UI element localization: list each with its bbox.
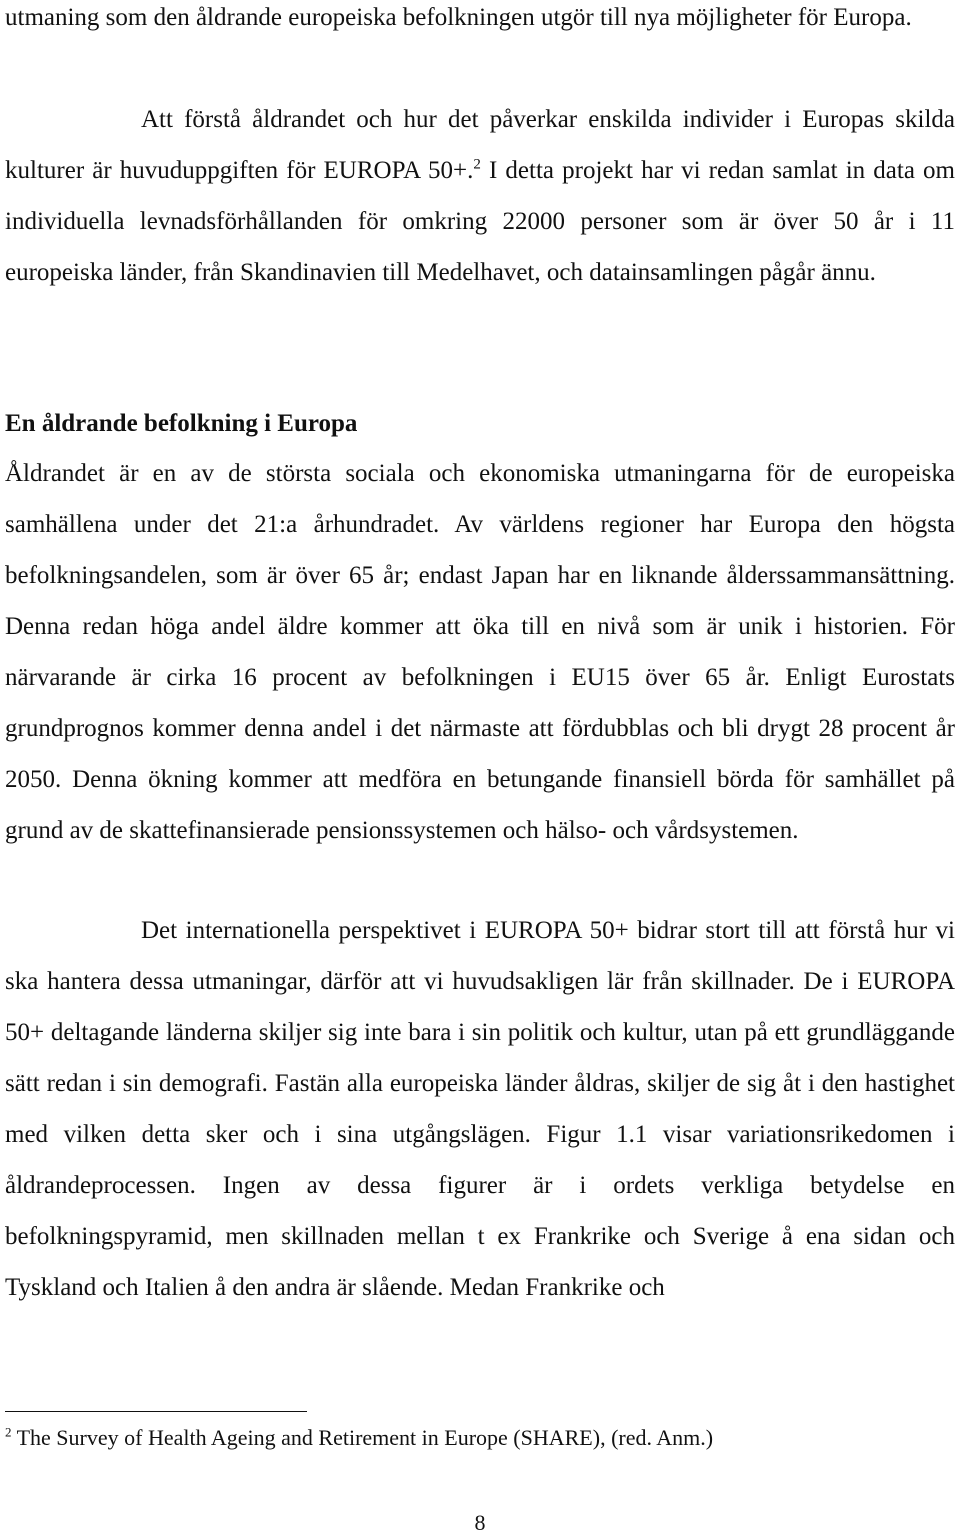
page-number: 8 <box>474 1510 486 1535</box>
footnote <box>5 1418 955 1458</box>
footnote-reference: 2 <box>473 156 481 173</box>
paragraph-intro <box>5 0 955 43</box>
footnote-marker: 2 <box>5 1424 12 1440</box>
footnote-divider <box>5 1411 307 1412</box>
footnote-text: The Survey of Health Ageing and Retirement in Europe (SHARE), (red. Anm.) <box>11 1425 714 1450</box>
paragraph-project-text-b: I detta projekt har vi redan samlat in data om individuella levnadsförhållanden för omkring 22000 personer som är över 50 år i 11 europeiska länder, från Skandinavien till Medelhavet, och datainsamlingen pågår ännu. <box>5 157 955 286</box>
paragraph-project <box>5 94 955 298</box>
paragraph-project-text-a: Att förstå åldrandet och hur det påverkar enskilda individer i Europas skilda kulturer är huvuduppgiften för EUROPA 50+. <box>5 106 955 184</box>
section-heading: En åldrande befolkning i Europa <box>5 410 358 437</box>
paragraph-intro-text: utmaning som den åldrande europeiska befolkningen utgör till nya möjligheter för Europa. <box>5 4 912 31</box>
paragraph-ageing: Åldrandet är en av de största sociala och ekonomiska utmaningarna för de europeiska samhällena under det 21:a århundradet. Av världens regioner har Europa den högsta befolkningsandelen, som är över 65 år; endast Japan har en liknande ålderssammansättning. Denna redan höga andel äldre kommer att öka till en nivå som är unik i historien. För närvarande är cirka 16 procent av befolkningen i EU15 över 65 år. Enligt Eurostats grundprognos kommer denna andel i det närmaste att fördubblas och bli drygt 28 procent år 2050. Denna ökning kommer att medföra en betungande finansiell börda för samhället på grund av de skattefinansierade pensionssystemen och hälso- och vårdsystemen. <box>5 460 955 844</box>
paragraph-perspective: Det internationella perspektivet i EUROPA 50+ bidrar stort till att förstå hur vi ska hantera dessa utmaningar, därför att vi huvudsakligen lär från skillnader. De i EUROPA 50+ deltagande länderna skiljer sig inte bara i sin politik och kultur, utan på ett grundläggande sätt redan i sin demografi. Fastän alla europeiska länder åldras, skiljer de sig åt i den hastighet med vilken detta sker och i sina utgångslägen. Figur 1.1 visar variationsrikedomen i åldrandeprocessen. Ingen av dessa figurer är i ordets verkliga betydelse en befolkningspyramid, men skillnaden mellan t ex Frankrike och Sverige å ena sidan och Tyskland och Italien å den andra är slående. Medan Frankrike och <box>5 917 955 1301</box>
